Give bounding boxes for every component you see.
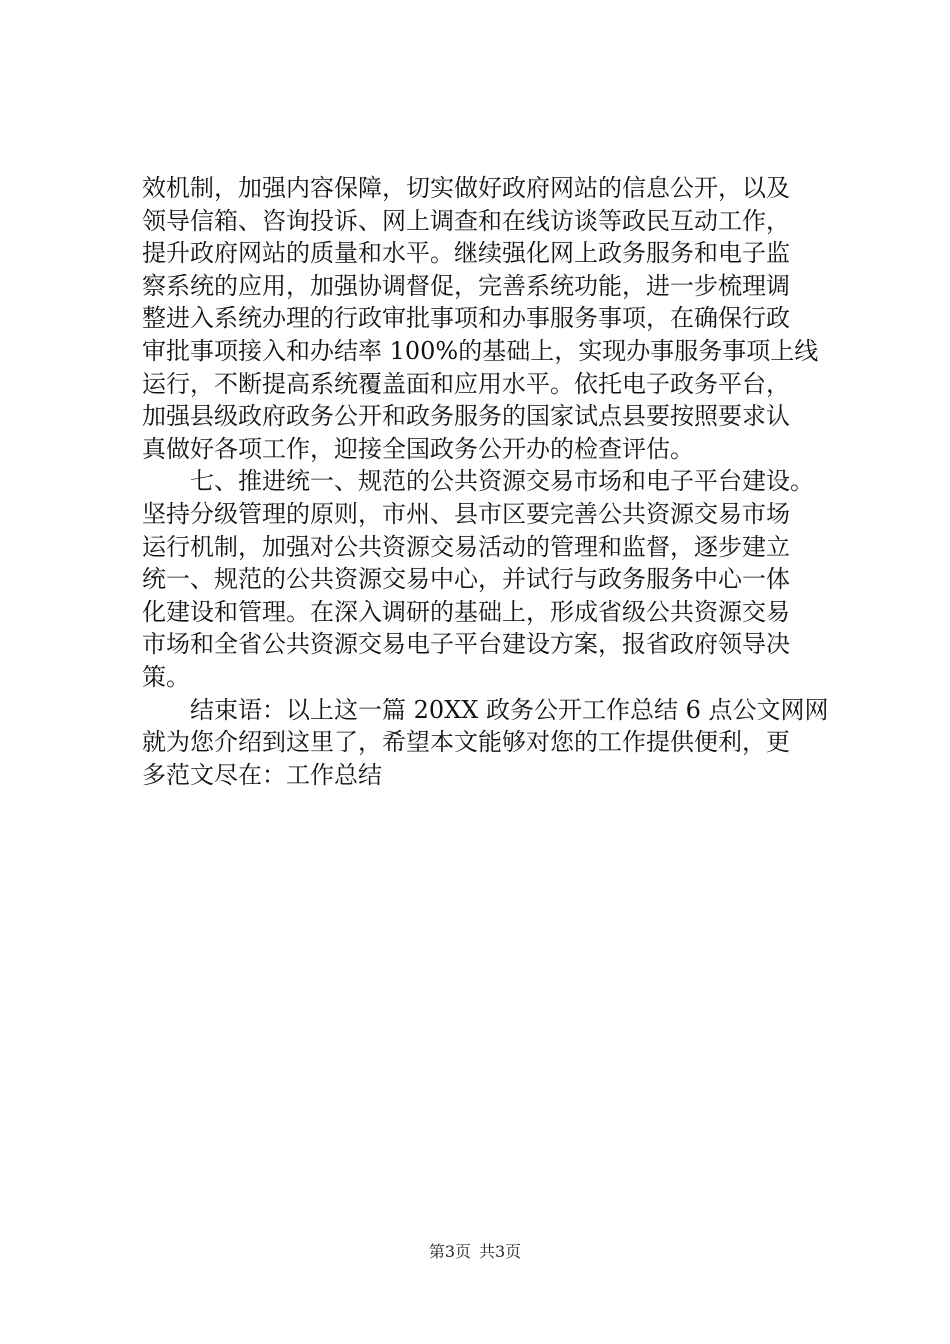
text-line: 市场和全省公共资源交易电子平台建设方案，报省政府领导决 <box>142 630 790 659</box>
text-line: 坚持分级管理的原则，市州、县市区要完善公共资源交易市场 <box>142 499 790 528</box>
text-line: 整进入系统办理的行政审批事项和办事服务事项，在确保行政 <box>142 304 790 333</box>
text-line: 提升政府网站的质量和水平。继续强化网上政务服务和电子监 <box>142 239 790 268</box>
text-line: 领导信箱、咨询投诉、网上调查和在线访谈等政民互动工作， <box>142 206 790 235</box>
text-line: 加强县级政府政务公开和政务服务的国家试点县要按照要求认 <box>142 402 790 431</box>
page-number-total: 共3页 <box>479 1242 522 1261</box>
text-line: 化建设和管理。在深入调研的基础上，形成省级公共资源交易 <box>142 597 790 626</box>
text-line: 效机制，加强内容保障，切实做好政府网站的信息公开，以及 <box>142 174 790 202</box>
text-line: 就为您介绍到这里了，希望本文能够对您的工作提供便利，更 <box>142 728 790 757</box>
text-line: 结束语：以上这一篇 20XX 政务公开工作总结 6 点公文网网 <box>190 695 829 724</box>
document-body <box>142 172 842 791</box>
text-line: 统一、规范的公共资源交易中心，并试行与政务服务中心一体 <box>142 565 790 594</box>
text-line: 七、推进统一、规范的公共资源交易市场和电子平台建设。 <box>190 467 814 496</box>
page-number-current: 第3页 <box>428 1242 471 1261</box>
text-line: 多范文尽在：工作总结 <box>142 760 382 789</box>
text-line: 真做好各项工作，迎接全国政务公开办的检查评估。 <box>142 434 694 463</box>
text-line: 策。 <box>142 662 190 691</box>
text-line: 运行，不断提高系统覆盖面和应用水平。依托电子政务平台， <box>142 369 790 398</box>
text-line: 察系统的应用，加强协调督促，完善系统功能，进一步梳理调 <box>142 271 790 300</box>
text-line: 运行机制，加强对公共资源交易活动的管理和监督，逐步建立 <box>142 532 790 561</box>
page-footer <box>0 1241 950 1263</box>
text-line: 审批事项接入和办结率 100%的基础上，实现办事服务事项上线 <box>142 336 819 365</box>
